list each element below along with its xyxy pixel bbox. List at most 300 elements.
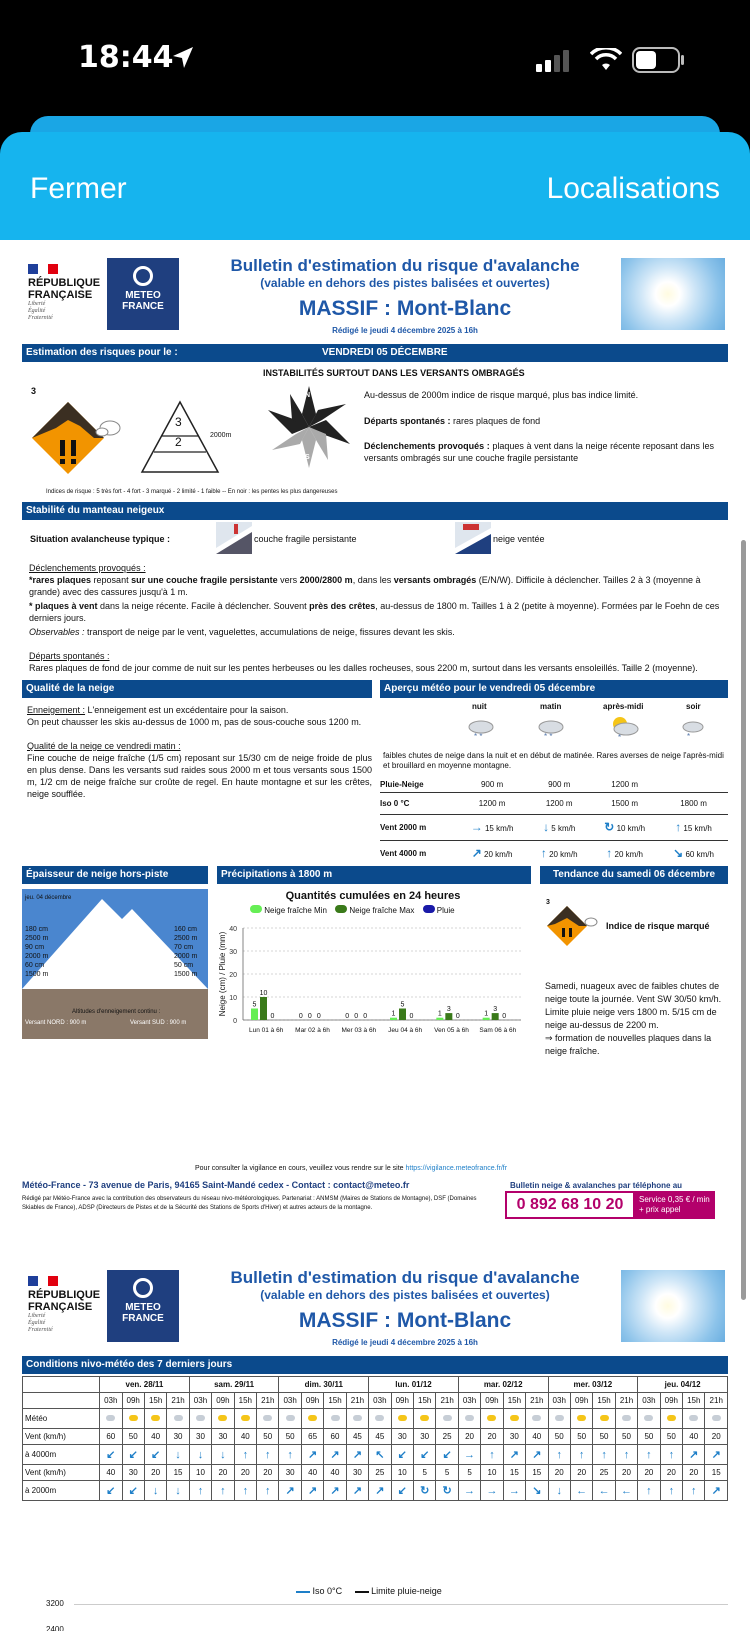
cloud-icon [369, 1409, 391, 1429]
bulletin-tel-label: Bulletin neige & avalanches par téléphone au [510, 1181, 683, 1190]
cloud-icon [257, 1409, 279, 1429]
hour-header: 03h [100, 1393, 122, 1409]
wind-direction-icon: ↑ [683, 1481, 705, 1501]
wind-speed-cell: 5 [436, 1465, 458, 1481]
stabilite-bar: Stabilité du manteau neigeux [22, 502, 728, 520]
snow-showers-icon [678, 717, 708, 741]
wind-direction-icon: → [458, 1481, 480, 1501]
sun-cloud-icon [413, 1409, 435, 1429]
hour-header: 15h [413, 1393, 435, 1409]
stab-text: près des crêtes [309, 601, 376, 611]
estimation-label: Estimation des risques pour le : [26, 347, 178, 358]
vent2000-row [380, 814, 728, 840]
french-flag-icon [28, 1276, 58, 1286]
row-label: Vent 2000 m [380, 814, 456, 840]
apercu-col-soir: soir [686, 702, 701, 711]
wind-direction-icon: → [503, 1481, 525, 1501]
depth-altitude: 2000 m [25, 953, 49, 960]
altitude-threshold: 2000m [210, 432, 232, 439]
bulletin-title-p2: Bulletin d'estimation du risque d'avalanche [230, 1268, 580, 1287]
apercu-text: faibles chutes de neige dans la nuit et en début de matinée. Rares averses de neige l'après-midi et brouillard en moyenne montagne. [383, 751, 724, 770]
bulletin-title: Bulletin d'estimation du risque d'avalanche [230, 256, 580, 275]
hour-header: 09h [301, 1393, 323, 1409]
vigilance-text: Pour consulter la vigilance en cours, veuillez vous rendre sur le site [195, 1165, 404, 1172]
qualite-bar: Qualité de la neige [22, 680, 372, 698]
situation-persistent-layer: couche fragile persistante [254, 534, 357, 544]
cellular-signal-icon [536, 50, 570, 72]
declench-text: plaques à vent dans la neige récente reposant dans les versants ombragés sur une couche fragile persistante [364, 441, 714, 463]
day-header: mar. 02/12 [458, 1377, 548, 1393]
wind-direction-icon: ↑ [638, 1481, 660, 1501]
apercu-col-apres-midi: après-midi [603, 702, 644, 711]
y-axis-label: Neige (cm) / Pluie (mm) [218, 931, 227, 1017]
wind-direction-icon: ↙ [391, 1481, 413, 1501]
wind-direction-icon: ↻ [436, 1481, 458, 1501]
bar-max [260, 997, 267, 1020]
wind-northeast-icon: ↗ [471, 846, 482, 861]
chart-title: Quantités cumulées en 24 heures [285, 890, 461, 902]
row-label: à 2000m [23, 1481, 100, 1501]
wind-direction-icon: ↑ [548, 1445, 570, 1465]
wind-direction-icon: ↗ [705, 1481, 728, 1501]
indices-note: Indices de risque : 5 très fort - 4 fort - 3 marqué - 2 limité - 1 faible -- En noir : les pentes les plus dangereuses [46, 489, 338, 495]
cloud-icon [458, 1409, 480, 1429]
qualite-matin-label: Qualité de la neige ce vendredi matin : [27, 741, 181, 751]
wind-direction-icon: ↑ [279, 1445, 301, 1465]
bulletin-subtitle-p2: (valable en dehors des pistes balisées et ouvertes) [260, 1288, 550, 1302]
redige-date: Rédigé le jeudi 4 décembre 2025 à 16h [332, 326, 478, 335]
depth-value: 60 cm [25, 962, 45, 969]
conditions-table [22, 1376, 728, 1501]
declench-prov-title: Déclenchements provoqués : [29, 563, 146, 573]
vent4000-dirs-row [23, 1445, 728, 1465]
wind-direction-icon: ↻ [413, 1481, 435, 1501]
sun-cloud-icon [301, 1409, 323, 1429]
departs-text: rares plaques de fond [453, 416, 541, 426]
wind-speed-cell: 50 [660, 1429, 682, 1445]
wind-speed-cell: 50 [570, 1429, 592, 1445]
svg-text:* *: * * [474, 732, 483, 741]
phone-price-tag: Service 0,35 € / min + prix appel [635, 1191, 715, 1219]
wind-direction-icon: ↗ [526, 1445, 548, 1465]
enneigement-label: Enneigement : [27, 705, 86, 715]
tendance-label: Indice de risque marqué [606, 921, 710, 931]
y-tick-label: 10 [229, 995, 237, 1002]
y-tick-label: 30 [229, 949, 237, 956]
wind-east-icon: → [470, 820, 483, 834]
wind-direction-icon: ↙ [100, 1481, 122, 1501]
wind-direction-icon: ↗ [346, 1445, 368, 1465]
wind-direction-icon: ↑ [570, 1445, 592, 1465]
legend-iso-label: Iso 0°C [312, 1586, 343, 1596]
locations-button[interactable]: Localisations [546, 172, 720, 205]
cloud-icon [548, 1409, 570, 1429]
hour-header: 21h [346, 1393, 368, 1409]
wind-speed-cell: 15 [705, 1465, 728, 1481]
sun-cloud-snow-icon [606, 715, 640, 741]
vent2000-dirs-row [23, 1481, 728, 1501]
hour-header: 21h [705, 1393, 728, 1409]
wind-speed-cell: 5 [413, 1465, 435, 1481]
iso-cell: 1200 m [456, 792, 528, 814]
right-depths [174, 925, 197, 979]
wind-speed-cell: 10 [391, 1465, 413, 1481]
wind-direction-icon: ↙ [122, 1445, 144, 1465]
legend-limit-line [355, 1591, 369, 1593]
wind-speed-cell: 45 [369, 1429, 391, 1445]
wind-speed-cell: 50 [279, 1429, 301, 1445]
sun-cloud-icon [391, 1409, 413, 1429]
france-text: FRANCE [122, 301, 164, 312]
hour-header: 09h [481, 1393, 503, 1409]
wind-value: 10 km/h [616, 824, 646, 833]
hour-header: 03h [189, 1393, 211, 1409]
depth-altitude: 1500 m [25, 971, 49, 978]
wind-direction-icon: ↑ [593, 1445, 615, 1465]
wind-direction-icon: ↗ [324, 1481, 346, 1501]
sun-cloud-icon [144, 1409, 166, 1429]
versant-nord: Versant NORD : 900 m [25, 1020, 87, 1026]
stab-text: * plaques à vent [29, 601, 98, 611]
wind-direction-icon: ↗ [369, 1481, 391, 1501]
observables-text: transport de neige par le vent, vaguelettes, accumulations de neige, fissures devant les skis. [84, 627, 455, 637]
bar-max [445, 1013, 452, 1020]
cloud-icon [705, 1409, 728, 1429]
depth-altitude: 1500 m [174, 971, 198, 978]
sun-cloud-icon [503, 1409, 525, 1429]
hour-header: 09h [391, 1393, 413, 1409]
wind-direction-icon: ↙ [436, 1445, 458, 1465]
row-label: Météo [23, 1409, 100, 1429]
wind-speed-cell: 20 [458, 1429, 480, 1445]
cloud-icon [346, 1409, 368, 1429]
vent4000-cell [659, 840, 728, 866]
wind-speed-cell: 20 [144, 1465, 166, 1481]
legend-max-swatch [335, 905, 347, 913]
x-tick-label: Mar 02 à 6h [295, 1027, 330, 1034]
rose-south: S [305, 454, 310, 461]
hour-header: 21h [167, 1393, 189, 1409]
wind-direction-icon: ↗ [346, 1481, 368, 1501]
day-header: lun. 01/12 [369, 1377, 459, 1393]
row-label: Vent (km/h) [23, 1429, 100, 1445]
navigation-bar [0, 132, 750, 240]
wind-direction-icon: ↗ [503, 1445, 525, 1465]
wind-speed-cell: 50 [638, 1429, 660, 1445]
enneigement-text2: On peut chausser les skis au-dessus de 1000 m, pas de sous-couche sous 1200 m. [27, 717, 362, 727]
wind-speed-cell: 30 [413, 1429, 435, 1445]
legend-pluie-label: Pluie [436, 906, 455, 915]
wind-direction-icon: ↓ [167, 1481, 189, 1501]
bulletin-document[interactable] [0, 240, 750, 1631]
day-header: jeu. 04/12 [638, 1377, 728, 1393]
stabilite-paragraph-2 [29, 600, 729, 624]
data-label: 3 [493, 1006, 498, 1014]
stab-text: vers [277, 575, 300, 585]
departs-spont-title: Départs spontanés : [29, 651, 110, 661]
hour-header: 03h [638, 1393, 660, 1409]
svg-text:*: * [618, 733, 622, 741]
pluie-neige-cell [659, 777, 728, 792]
motto-egalite: Égalité [28, 1320, 46, 1326]
chart2-ytick-top: 3200 [46, 1599, 64, 1608]
data-label: 1 [437, 1010, 442, 1018]
rose-north: N [305, 392, 311, 399]
apercu-col-nuit: nuit [472, 702, 487, 711]
precip-bar: Précipitations à 1800 m [217, 866, 531, 884]
phone-number[interactable]: 0 892 68 10 20 [505, 1191, 635, 1219]
days-header-row [23, 1377, 728, 1393]
depth-value: 90 cm [25, 944, 45, 951]
sun-cloud-icon [481, 1409, 503, 1429]
motto-fraternite: Fraternité [28, 315, 53, 321]
svg-text:*: * [687, 732, 691, 741]
legend-min-swatch [250, 905, 262, 913]
wind-direction-icon: ↗ [683, 1445, 705, 1465]
tendance-text: Samedi, nuageux avec de faibles chutes de neige toute la journée. Vent SW 30/50 km/h. Limite pluie neige vers 1800 m. 5/15 cm de neige au-dessus de 2200 m. [545, 981, 722, 1030]
precipitation-chart [217, 920, 531, 1050]
location-arrow-icon [172, 46, 194, 70]
qualite-matin-text: Fine couche de neige fraîche (1/5 cm) reposant sur 15/30 cm de neige froide de plus en plus dense. Dans les versants sud raides sous 2000 m et tous versants sous 1500 m, 1/2 cm de neige fraîche sur croûte de regel. En haute montagne et sur les crêtes, neige soufflée. [27, 753, 372, 799]
vent4000-cell [528, 840, 590, 866]
wind-speed-cell: 40 [324, 1465, 346, 1481]
tendance-bar: Tendance du samedi 06 décembre [540, 866, 728, 884]
iso-cell: 1800 m [659, 792, 728, 814]
data-label: 0 [409, 1013, 414, 1020]
wind-value: 15 km/h [484, 824, 514, 833]
bar-min [483, 1018, 490, 1020]
row-label: Iso 0 °C [380, 792, 456, 814]
wind-direction-icon: ← [593, 1481, 615, 1501]
legend-pluie-swatch [423, 905, 435, 913]
status-bar [0, 0, 750, 125]
y-tick-label: 0 [233, 1018, 237, 1025]
motto-liberte: Liberté [28, 1313, 46, 1319]
pluie-neige-cell: 900 m [456, 777, 528, 792]
vent2000-cell [456, 814, 528, 840]
risk-summary-text: Au-dessus de 2000m indice de risque marqué, plus bas indice limité. [364, 390, 639, 400]
wind-direction-icon: ↑ [189, 1481, 211, 1501]
chart-legend [250, 905, 530, 919]
wind-speed-cell: 45 [346, 1429, 368, 1445]
wifi-icon [590, 48, 622, 72]
epaisseur-date: jeu. 04 décembre [25, 895, 72, 901]
wind-direction-icon: ↑ [481, 1445, 503, 1465]
bar-max [399, 1009, 406, 1021]
wind-direction-icon: ↘ [526, 1481, 548, 1501]
enneigement-line [27, 704, 372, 716]
x-tick-label: Sam 06 à 6h [479, 1027, 517, 1034]
wind-direction-icon: ↓ [548, 1481, 570, 1501]
wind-direction-icon: ↑ [660, 1445, 682, 1465]
cloud-icon [436, 1409, 458, 1429]
depth-altitude: 2500 m [25, 935, 49, 942]
observables-label: Observables : [29, 627, 85, 637]
situation-label: Situation avalancheuse typique : [30, 534, 171, 544]
hour-header: 09h [660, 1393, 682, 1409]
data-label: 1 [391, 1010, 396, 1018]
chart2-legend [296, 1586, 442, 1596]
cloud-icon [526, 1409, 548, 1429]
wind-direction-icon: → [481, 1481, 503, 1501]
bar-max [492, 1013, 499, 1020]
corner-cell [23, 1377, 100, 1393]
status-time: 18:44 [78, 40, 174, 75]
wind-speed-cell: 40 [526, 1429, 548, 1445]
data-label: 0 [316, 1013, 321, 1020]
declenchements-line [364, 440, 714, 464]
stab-text: versants ombragés [393, 575, 477, 585]
wind-speed-cell: 30 [391, 1429, 413, 1445]
versant-sud: Versant SUD : 900 m [130, 1020, 187, 1026]
bar-min [436, 1018, 443, 1020]
stabilite-paragraph-1 [29, 574, 729, 598]
data-label: 1 [484, 1010, 489, 1018]
cloud-icon [189, 1409, 211, 1429]
data-label: 0 [363, 1013, 368, 1020]
depth-value: 50 cm [174, 962, 194, 969]
document-scrollbar[interactable] [741, 540, 746, 1300]
wind-speed-cell: 60 [100, 1429, 122, 1445]
vent4000-cell [590, 840, 659, 866]
vent4000-values-row [23, 1429, 728, 1445]
wind-speed-cell: 30 [279, 1465, 301, 1481]
hour-header: 03h [279, 1393, 301, 1409]
apercu-col-matin: matin [540, 702, 562, 711]
day-header: dim. 30/11 [279, 1377, 369, 1393]
legend-limit-label: Limite pluie-neige [371, 1586, 442, 1596]
wind-direction-icon: ← [570, 1481, 592, 1501]
wind-value: 20 km/h [484, 850, 513, 860]
wind-variable-icon: ↻ [604, 820, 615, 834]
data-label: 10 [259, 990, 268, 997]
wind-north-icon: ↑ [606, 846, 613, 861]
wind-southeast-icon: ↘ [673, 846, 684, 861]
depth-altitude: 2000 m [174, 953, 198, 960]
massif-title-p2: MASSIF : Mont-Blanc [298, 1309, 512, 1332]
snow-cloud-icon [536, 717, 566, 741]
rose-east: E [338, 422, 343, 429]
massif-title: MASSIF : Mont-Blanc [298, 297, 512, 320]
address-line: Météo-France - 73 avenue de Paris, 94165 Saint-Mandé cedex - Contact : contact@meteo.fr [22, 1180, 410, 1190]
risk-upper-value: 3 [175, 415, 182, 429]
wind-direction-icon: ↗ [705, 1445, 728, 1465]
y-tick-label: 20 [229, 972, 237, 979]
wind-speed-cell: 10 [481, 1465, 503, 1481]
departs-spontanes-line [364, 415, 714, 427]
meteo-text: METEO [125, 1302, 161, 1313]
bar-min [390, 1018, 397, 1020]
wind-speed-cell: 50 [122, 1429, 144, 1445]
chart2-ytick-2: 2400 [46, 1625, 64, 1631]
wind-speed-cell: 50 [615, 1429, 637, 1445]
data-label: 5 [252, 1001, 257, 1009]
hour-header: 21h [257, 1393, 279, 1409]
data-label: 5 [400, 1001, 405, 1009]
hour-header: 15h [324, 1393, 346, 1409]
wind-speed-cell: 25 [369, 1465, 391, 1481]
wind-speed-cell: 65 [301, 1429, 323, 1445]
wind-speed-cell: 20 [615, 1465, 637, 1481]
apercu-table [380, 777, 728, 866]
sun-cloud-icon [570, 1409, 592, 1429]
corner-cell [23, 1393, 100, 1409]
iso-cell: 1200 m [528, 792, 590, 814]
wind-speed-cell: 20 [548, 1465, 570, 1481]
redige-date-p2: Rédigé le jeudi 4 décembre 2025 à 16h [332, 1338, 478, 1347]
meteo-text: METEO [125, 290, 161, 301]
wind-north-icon: ↑ [540, 846, 547, 861]
wind-direction-icon: ↓ [189, 1445, 211, 1465]
battery-icon [632, 47, 686, 73]
wind-direction-icon: ↙ [100, 1445, 122, 1465]
close-button[interactable]: Fermer [30, 172, 127, 205]
wind-speed-cell: 15 [526, 1465, 548, 1481]
sky-photo [621, 1270, 725, 1342]
vent4000-row [380, 840, 728, 866]
legend-iso-line [296, 1591, 310, 1593]
conditions-bar: Conditions nivo-météo des 7 derniers jours [22, 1356, 728, 1374]
observables-line [29, 626, 729, 638]
republique-francaise-logo [28, 1276, 100, 1334]
hours-header-row [23, 1393, 728, 1409]
wind-direction-icon: ↗ [301, 1445, 323, 1465]
snow-cloud-icon [466, 717, 496, 741]
french-flag-icon [28, 264, 58, 274]
row-label: Vent (km/h) [23, 1465, 100, 1481]
wind-direction-icon: ↑ [660, 1481, 682, 1501]
sun-cloud-icon [660, 1409, 682, 1429]
hour-header: 21h [436, 1393, 458, 1409]
data-label: 3 [446, 1006, 451, 1014]
vent2000-cell [590, 814, 659, 840]
wind-speed-cell: 30 [189, 1429, 211, 1445]
republique-francaise-logo [28, 264, 100, 322]
hour-header: 15h [234, 1393, 256, 1409]
altitudes-enneigement: Altitudes d'enneigement continu : [72, 1009, 161, 1015]
data-label: 0 [455, 1013, 460, 1020]
francaise-text: FRANÇAISE [28, 1301, 93, 1313]
vent2000-cell [528, 814, 590, 840]
departs-label: Départs spontanés : [364, 416, 451, 426]
wind-speed-cell: 40 [234, 1429, 256, 1445]
vigilance-link[interactable]: https://vigilance.meteofrance.fr/fr [405, 1165, 508, 1172]
wind-direction-icon: ↙ [413, 1445, 435, 1465]
stab-text: (E/N/W). Difficile à déclencher. Tailles 2 à 3 (moyenne à grande) avec des cassures jusqu'à 1 m. [29, 575, 701, 597]
hour-header: 15h [144, 1393, 166, 1409]
apercu-bar: Aperçu météo pour le vendredi 05 décembre [380, 680, 728, 698]
wind-speed-cell: 50 [593, 1429, 615, 1445]
wind-direction-icon: ↙ [144, 1445, 166, 1465]
wind-direction-icon: ↓ [212, 1445, 234, 1465]
estimation-date: VENDREDI 05 DÉCEMBRE [322, 347, 448, 358]
depth-value: 180 cm [25, 926, 48, 933]
instabilites-heading: INSTABILITÉS SURTOUT DANS LES VERSANTS OMBRAGÉS [263, 368, 525, 378]
bulletin-subtitle: (valable en dehors des pistes balisées et ouvertes) [260, 276, 550, 290]
motto-liberte: Liberté [28, 301, 46, 307]
chart2-plot-area [74, 1604, 728, 1631]
tendance-text2: ⇒ formation de nouvelles plaques dans la neige fraîche. [545, 1033, 712, 1056]
republique-text: RÉPUBLIQUE [28, 1289, 101, 1301]
legend-min-label: Neige fraîche Min [264, 906, 327, 915]
cloud-icon [100, 1409, 122, 1429]
wind-value: 5 km/h [551, 824, 576, 833]
cloud-icon [167, 1409, 189, 1429]
hour-header: 03h [548, 1393, 570, 1409]
risk-level-3-icon [545, 904, 599, 948]
legend-max-label: Neige fraîche Max [349, 906, 415, 915]
wind-speed-cell: 40 [100, 1465, 122, 1481]
